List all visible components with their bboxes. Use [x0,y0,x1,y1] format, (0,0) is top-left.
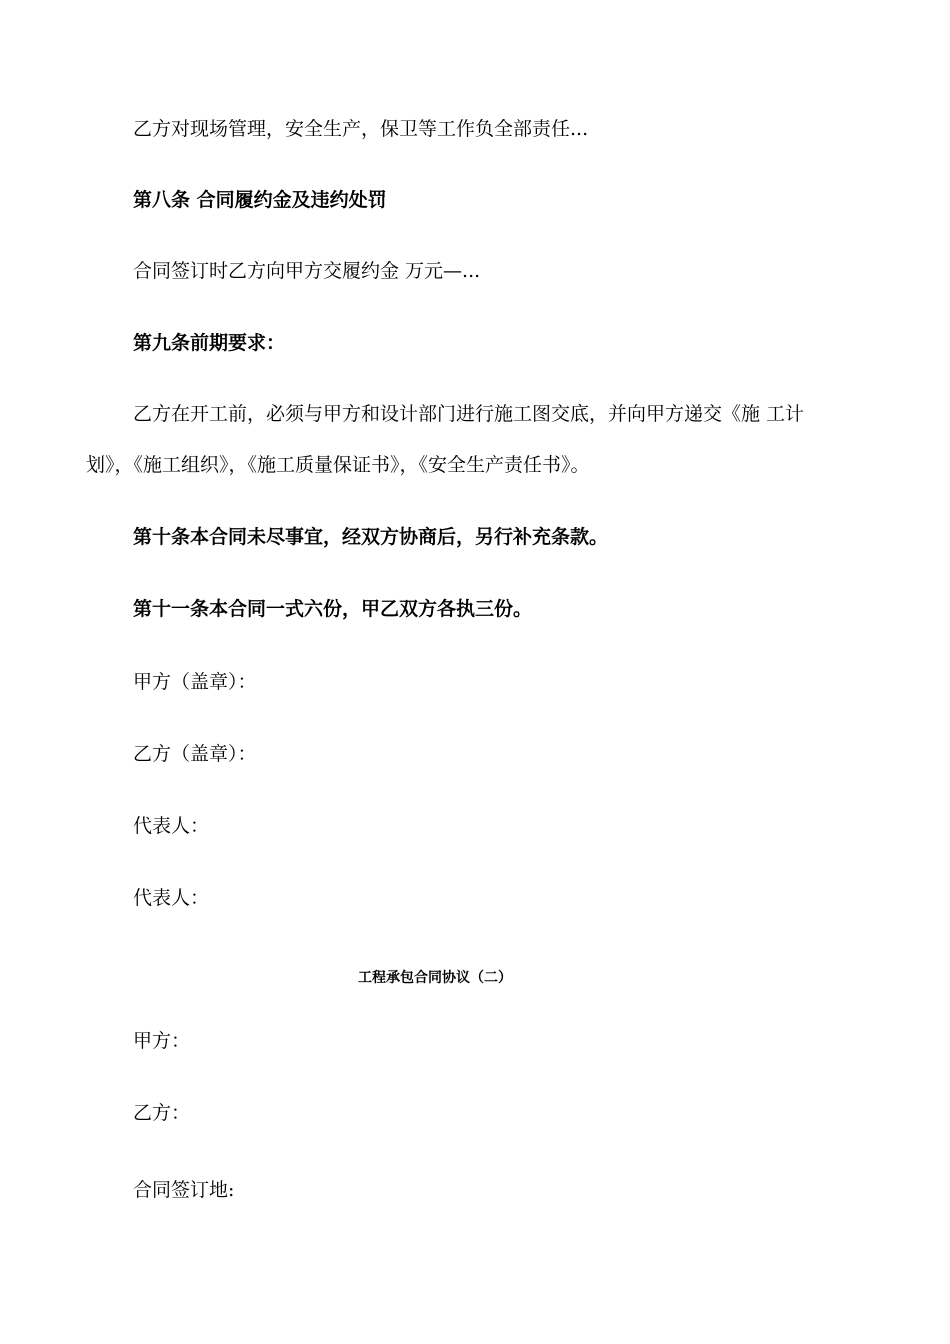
article-8-heading: 第八条 合同履约金及违约处罚 [133,189,387,211]
party-b-seal-label: 乙方（盖章）： [133,743,257,765]
article-11: 第十一条本合同一式六份，甲乙双方各执三份。 [133,598,533,620]
signing-place-label: 合同签订地: [133,1179,235,1201]
representative-label-1: 代表人： [133,815,210,837]
second-agreement-title: 工程承包合同协议（二） [358,970,512,986]
article-9-heading: 第九条前期要求： [133,332,286,354]
paragraph-preliminary-line-2: 划》，《施工组织》，《施工质量保证书》，《安全生产责任书》。 [86,454,590,476]
representative-label-2: 代表人： [133,887,210,909]
party-a-seal-label: 甲方（盖章）： [133,671,257,693]
article-10: 第十条本合同未尽事宜，经双方协商后，另行补充条款。 [133,526,609,548]
paragraph-responsibility: 乙方对现场管理，安全生产，保卫等工作负全部责任... [133,118,589,140]
party-a-label: 甲方： [133,1030,191,1052]
paragraph-preliminary-line-1: 乙方在开工前，必须与甲方和设计部门进行施工图交底，并向甲方递交《施 工计 [133,403,805,425]
paragraph-performance-bond: 合同签订时乙方向甲方交履约金 万元—... [133,260,481,282]
party-b-label: 乙方： [133,1102,191,1124]
